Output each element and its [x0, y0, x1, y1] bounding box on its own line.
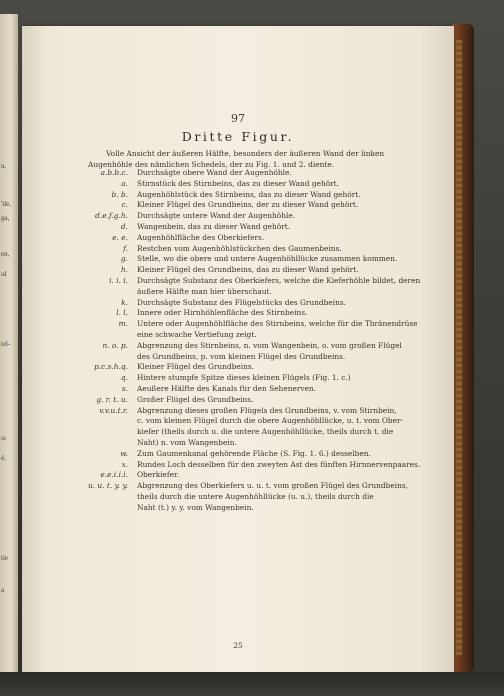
- legend-text: Durchsägte obere Wand der Augenhöhle.: [137, 168, 292, 177]
- facing-page-fragment: 'ile,: [1, 200, 12, 208]
- intro-line: Augenhöhle des nämlichen Schedels, der zu Fig. 1. und 2. diente.: [88, 159, 335, 169]
- legend-entry: [22, 330, 454, 341]
- facing-page-edge: [0, 14, 18, 680]
- legend-text: Oberkiefer.: [137, 470, 180, 480]
- legend-entry: [22, 406, 454, 417]
- legend-entry: [22, 438, 454, 449]
- legend-text: Durchsägte Substanz des Oberkiefers, welche die Kieferhöhle bildet, deren: [137, 276, 421, 285]
- legend-entry: [22, 287, 454, 298]
- legend-label: c.: [121, 200, 128, 210]
- legend-entry: [22, 395, 454, 406]
- legend-entry: [22, 470, 454, 481]
- legend-entry: [22, 276, 454, 287]
- legend-text: Augenhöhlstück des Stirnbeins, das zu dieser Wand gehört.: [137, 189, 361, 199]
- legend-label: u. u. t. y. y.: [87, 481, 128, 491]
- legend-entry: [22, 319, 454, 330]
- legend-label: e. e.: [112, 232, 128, 242]
- legend-entry: [22, 265, 454, 276]
- section-heading: Dritte Figur.: [181, 129, 295, 144]
- legend-text: Aeußere Hälfte des Kanals für den Sehenerven.: [137, 384, 317, 393]
- legend-label: q.: [120, 373, 128, 383]
- legend-text: Abgrenzung des Oberkiefers u. u. t. vom großen Flügel des Grundbeins,: [137, 481, 408, 491]
- legend-entry: [22, 179, 454, 190]
- legend-text: Untere oder Augenhöhlfläche des Stirnbeins, welche für die Thränendrüse: [137, 319, 418, 329]
- legend-text: Kleiner Flügel des Grundbeins.: [137, 362, 255, 372]
- legend-label: d.: [120, 222, 128, 231]
- legend-entry: [22, 362, 454, 373]
- signature-mark: 25: [233, 641, 243, 650]
- legend-label: a.: [121, 178, 128, 188]
- legend-label: g. r. t. u.: [96, 394, 128, 404]
- facing-page-fragment: tie: [1, 554, 8, 562]
- legend-label: b. b.: [111, 189, 128, 199]
- legend-label: i. i. i.: [109, 276, 128, 285]
- legend-entry: [22, 222, 454, 233]
- facing-page-fragment: ga,: [1, 214, 10, 222]
- page-number: 97: [231, 112, 245, 125]
- legend-entry: [22, 233, 454, 244]
- legend-entry: [22, 200, 454, 211]
- legend-text: des Grundbeins, p. vom kleinen Flügel des Grundbeins.: [137, 351, 346, 361]
- intro-line: Volle Ansicht der äußeren Hälfte, besonders der äußeren Wand der linken: [106, 149, 385, 158]
- legend-text: theils durch die untere Augenhöhllücke (u. u.), theils durch die: [137, 492, 374, 501]
- legend-label: g.: [120, 254, 128, 264]
- legend-text: Restchen vom Augenhöhlstückchen des Gaumenbeins.: [137, 243, 342, 253]
- legend-entry: [22, 427, 454, 438]
- legend-entry: [22, 481, 454, 492]
- legend-entry: [22, 341, 454, 352]
- facing-page-fragment: é,: [1, 454, 6, 462]
- legend-label: l. l.: [116, 308, 128, 318]
- legend-label: a.b.b.c.: [100, 168, 128, 177]
- legend-entry: [22, 416, 454, 427]
- legend-label: p.c.s.h.q.: [94, 362, 128, 372]
- legend-text: Hintere stumpfe Spitze dieses kleinen Flügels (Fig. 1. c.): [137, 373, 351, 383]
- facing-page-fragment: en,: [1, 250, 10, 258]
- legend-entry: [22, 298, 454, 309]
- legend-text: Wangenbein, das zu dieser Wand gehört.: [137, 222, 291, 231]
- intro-paragraph: [88, 149, 394, 170]
- legend-entry: [22, 244, 454, 255]
- legend-text: Stirnstück des Stirnbeins, das zu dieser Wand gehört.: [137, 178, 340, 188]
- facing-page-fragment: ıs: [1, 434, 6, 442]
- facing-page-fragment: ıd: [1, 270, 7, 278]
- legend-entry: [22, 352, 454, 363]
- legend-text: Abgrenzung des Stirnbeins, n. vom Wangenbein, o. vom großen Flügel: [137, 340, 402, 350]
- legend-label: d.e.f.g.h.: [95, 211, 128, 221]
- legend-entry: [22, 460, 454, 471]
- legend-text: Naht (t.) y. y. vom Wangenbein.: [137, 502, 254, 512]
- facing-page-fragment: tel-: [1, 340, 11, 348]
- legend-text: Stelle, wo die obere und untere Augenhöhllücke zusammen kommen.: [137, 254, 398, 264]
- legend-text: Großer Flügel des Grundbeins.: [137, 394, 254, 404]
- legend-entry: [22, 254, 454, 265]
- legend-text: Augenhöhlfläche des Oberkiefers.: [137, 232, 265, 242]
- legend-label: w.: [120, 448, 128, 458]
- legend-text: Abgrenzung dieses großen Flügels des Grundbeins, v. vom Stirnbein,: [137, 405, 397, 415]
- legend-label: x.: [121, 459, 128, 469]
- legend-text: Kleiner Flügel des Grundbeins, der zu dieser Wand gehört.: [137, 200, 359, 210]
- legend-entry: [22, 492, 454, 503]
- legend-text: äußere Hälfte man hier überschaut.: [137, 286, 272, 296]
- legend-text: Durchsägte untere Wand der Augenhöhle.: [137, 211, 296, 221]
- legend-label: e.e.i.i.i.: [100, 470, 128, 480]
- legend-label: v.v.u.t.r.: [99, 405, 128, 415]
- legend-entry: [22, 503, 454, 514]
- legend-entry: [22, 211, 454, 222]
- legend-label: s.: [121, 384, 128, 393]
- legend-entry: [22, 168, 454, 179]
- legend-text: Kleiner Flügel des Grundbeins, das zu dieser Wand gehört.: [137, 265, 359, 275]
- legend-text: Durchsägte Substanz des Flügelstücks des Grundbeins.: [137, 297, 347, 307]
- legend-entry: [22, 449, 454, 460]
- legend-entry: [22, 384, 454, 395]
- facing-page-fragment: u,: [1, 162, 7, 170]
- legend-text: Innere oder Hirnhöhlenfläche des Stirnbeins.: [137, 308, 308, 318]
- book-edge-gilding: [456, 40, 462, 655]
- legend-label: m.: [118, 319, 128, 329]
- legend-entry: [22, 190, 454, 201]
- legend-label: f.: [123, 243, 128, 253]
- scan-mount-strip: [0, 672, 504, 696]
- legend-label: k.: [121, 297, 128, 307]
- legend-label: h.: [120, 265, 128, 275]
- legend-text: c. vom kleinen Flügel durch die obere Augenhöhllücke, u. t. vom Ober-: [137, 416, 404, 426]
- legend-text: eine schwache Vertiefung zeigt.: [137, 330, 257, 339]
- legend-text: Zum Gaumenkanal gehörende Fläche (S. Fig. 1. 6.) desselben.: [137, 448, 371, 458]
- legend-entry: [22, 373, 454, 384]
- legend-label: n. o. p.: [102, 340, 128, 350]
- book-page: [22, 26, 454, 674]
- legend-text: Naht) n. vom Wangenbein.: [137, 438, 237, 447]
- legend-text: kiefer (theils durch u. die untere Augenhöhllücke, theils durch t. die: [137, 427, 394, 437]
- legend-text: Rundes Loch desselben für den zweyten Ast des fünften Hirnnervenpaares.: [137, 459, 421, 469]
- facing-page-fragment: a: [1, 586, 5, 594]
- legend-entry: [22, 308, 454, 319]
